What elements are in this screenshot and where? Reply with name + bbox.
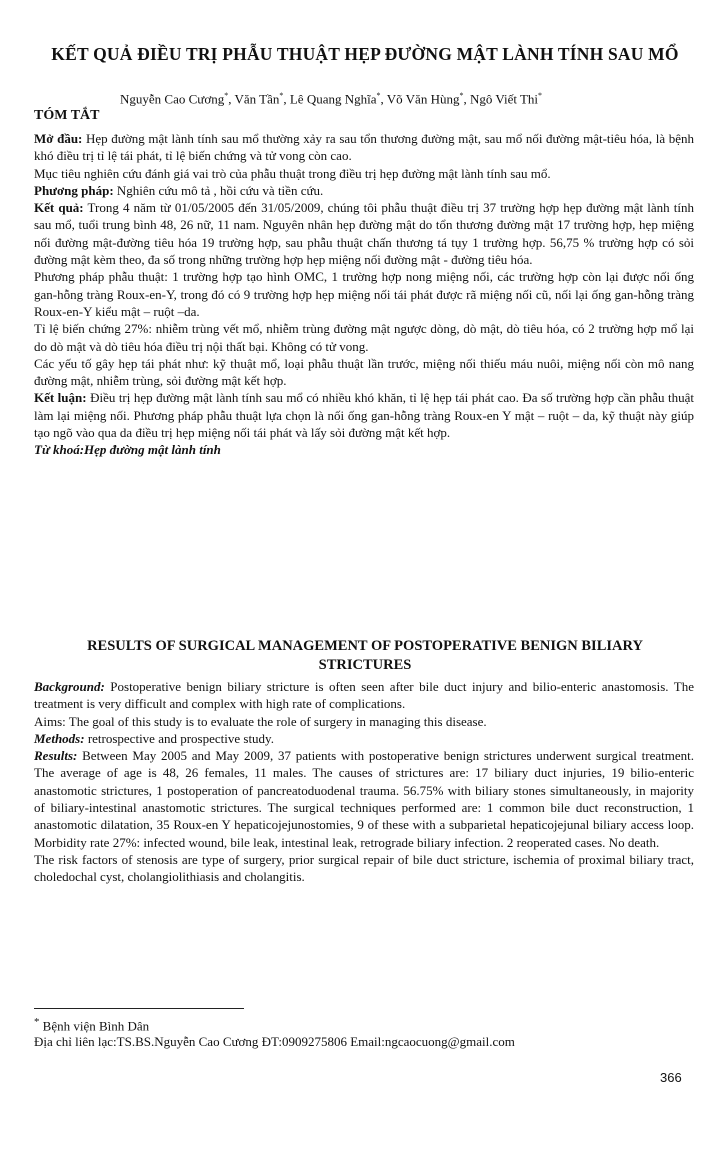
- author-name: Ngô Viết Thi: [469, 91, 539, 107]
- results-label: Kết quả:: [34, 200, 84, 216]
- results-text: Trong 4 năm từ 01/05/2005 đến 31/05/2009, chúng tôi phẫu thuật điều trị 37 trường hợp hẹp đường mật lành tính sau mổ, tuổi trung bình 48, 26 nữ, 11 nam. Nguyên nhân hẹp đường mật do tổn thương đường mật 17 trường hợp, hẹp miệng nối đường mật-đường tiêu hóa 19 trường hợp, sau phẫu thuật chấn thương tá tụy 1 trường hợp. 56,75 % trường hợp có sỏi đường mật kèm theo, đa số trong những trường hợp hẹp miệng nối đường mật - đường tiêu hóa.: [34, 200, 694, 268]
- surgical-method-paragraph: Phương pháp phẫu thuật: 1 trường hợp tạo hình OMC, 1 trường hợp nong miệng nối, các trường hợp còn lại được nối ống gan-hỗng tràng Roux-en-Y, trong đó có 9 trường hợp hẹp miệng nối tái phát được rã miệng nối cũ, nối lại ống gan-hỗng tràng Roux-en-Y kiểu mật – ruột –da.: [34, 269, 694, 319]
- article-title-en: RESULTS OF SURGICAL MANAGEMENT OF POSTOPERATIVE BENIGN BILIARY STRICTURES: [87, 638, 643, 673]
- article-title-vn: KẾT QUẢ ĐIỀU TRỊ PHẪU THUẬT HẸP ĐƯỜNG MẬT LÀNH TÍNH SAU MỔ: [51, 44, 679, 64]
- author-list: Nguyễn Cao Cương*, Văn Tần*, Lê Quang Nghĩa*, Võ Văn Hùng*, Ngô Viết Thi*: [120, 91, 543, 107]
- author-affiliation-mark: *: [376, 91, 381, 100]
- keywords: Từ khoá:Hẹp đường mật lành tính: [34, 442, 221, 458]
- author-affiliation-mark: *: [224, 91, 229, 100]
- method-label: Phương pháp:: [34, 182, 114, 198]
- methods-text: retrospective and prospective study.: [84, 730, 274, 746]
- risk-factor-paragraph: Các yếu tố gây hẹp tái phát như: kỹ thuật mổ, loại phẫu thuật lần trước, miệng nối thiếu máu nuôi, miệng nối còn mô nang đường mật, nhiễm trùng, sỏi đường mật kết hợp.: [34, 355, 694, 389]
- author-name: Lê Quang Nghĩa: [289, 91, 377, 107]
- background-label: Background:: [34, 679, 105, 694]
- footnote-mark: *: [34, 1016, 40, 1028]
- author-name: Văn Tần: [234, 91, 280, 107]
- conclusion-paragraph: [34, 389, 694, 441]
- background-paragraph: [34, 678, 694, 713]
- intro-paragraph: [34, 130, 694, 165]
- page-number: 366: [660, 1070, 682, 1085]
- risk-paragraph-en: The risk factors of stenosis are type of surgery, prior surgical repair of bile duct stricture, ischemia of proximal biliary tract, choledochal cyst, cholangiolithiasis and cholangitis.: [34, 851, 694, 885]
- author-name: Võ Văn Hùng: [386, 91, 460, 107]
- methods-paragraph: [34, 730, 694, 747]
- footnote-divider: [34, 1008, 244, 1009]
- author-affiliation-mark: *: [279, 91, 284, 100]
- footnote-affiliation: [34, 1016, 149, 1034]
- method-text: Nghiên cứu mô tả , hồi cứu và tiền cứu.: [113, 182, 324, 198]
- abstract-heading-vn: TÓM TẮT: [34, 108, 100, 123]
- intro-text: Hẹp đường mật lành tính sau mổ thường xảy ra sau tổn thương đường mật, sau mổ nối đường mật-tiêu hóa, là bệnh khó điều trị tỉ lệ tái phát, tỉ lệ biến chứng và tử vong còn cao.: [34, 131, 694, 164]
- methods-label: Methods:: [34, 730, 85, 746]
- method-paragraph: [34, 182, 694, 199]
- author-affiliation-mark: *: [459, 91, 464, 100]
- intro-label: Mở đầu:: [34, 131, 83, 146]
- results-paragraph-en: [34, 747, 694, 851]
- results-paragraph: [34, 199, 694, 268]
- complication-paragraph: Tỉ lệ biến chứng 27%: nhiễm trùng vết mổ, nhiễm trùng đường mật ngược dòng, dò mật, dò tiêu hóa, có 2 trường hợp mổ lại do dò mật và dò tiêu hóa điều trị nội thất bại. Không có tử vong.: [34, 321, 694, 354]
- author-affiliation-mark: *: [538, 91, 543, 100]
- abstract-vn: [34, 130, 694, 459]
- conclusion-text: Điều trị hẹp đường mật lành tính sau mổ có nhiều khó khăn, tỉ lệ hẹp tái phát cao. Đa số trường hợp cần phẫu thuật làm lại miệng nối. Phương pháp phẫu thuật lựa chọn là nối ống gan-hỗng tràng Roux-en Y mật – ruột – da, kỹ thuật này giúp tạo ngõ vào qua da điều trị hẹp miệng nối tái phát và lấy sỏi đường mật kết hợp.: [34, 390, 694, 441]
- conclusion-label: Kết luận:: [34, 390, 87, 406]
- abstract-en: [34, 678, 694, 886]
- objective-paragraph: Mục tiêu nghiên cứu đánh giá vai trò của phẫu thuật trong điều trị hẹp đường mật lành tính sau mổ.: [34, 165, 551, 181]
- footnote-contact: Địa chỉ liên lạc:TS.BS.Nguyễn Cao Cương ĐT:0909275806 Email:ngcaocuong@gmail.com: [34, 1034, 515, 1049]
- author-name: Nguyễn Cao Cương: [120, 91, 225, 107]
- footnote-hospital: Bệnh viện Bình Dân: [42, 1018, 150, 1034]
- aims-paragraph: Aims: The goal of this study is to evaluate the role of surgery in managing this disease.: [34, 713, 487, 729]
- results-text-en: Between May 2005 and May 2009, 37 patients with postoperative benign strictures underwent surgical treatment. The average of age is 48, 26 females, 11 males. The causes of strictures are: 17 biliary duct injuries, 19 bilio-enteric anastomotic strictures, 1 postoperation of pancreatoduodenal trauma. 56.75% with biliary stones simultaneously, in majority of biliary-intestinal anastomotic strictures. The surgical techniques performed are: 1 common bile duct reconstruction, 1 anastomotic dilatation, 35 Roux-en Y hepaticojejunostomies, 9 of these with a subparietal hepaticojejunal biliary access loop. Morbidity rate 27%: infected wound, bile leak, intestinal leak, retrograde biliary infection. 2 reoperated cases. No death.: [34, 748, 694, 850]
- results-label-en: Results:: [34, 748, 78, 764]
- background-text: Postoperative benign biliary stricture is often seen after bile duct injury and bilio-enteric anastomosis. The treatment is very difficult and complex with high rate of complications.: [34, 679, 694, 712]
